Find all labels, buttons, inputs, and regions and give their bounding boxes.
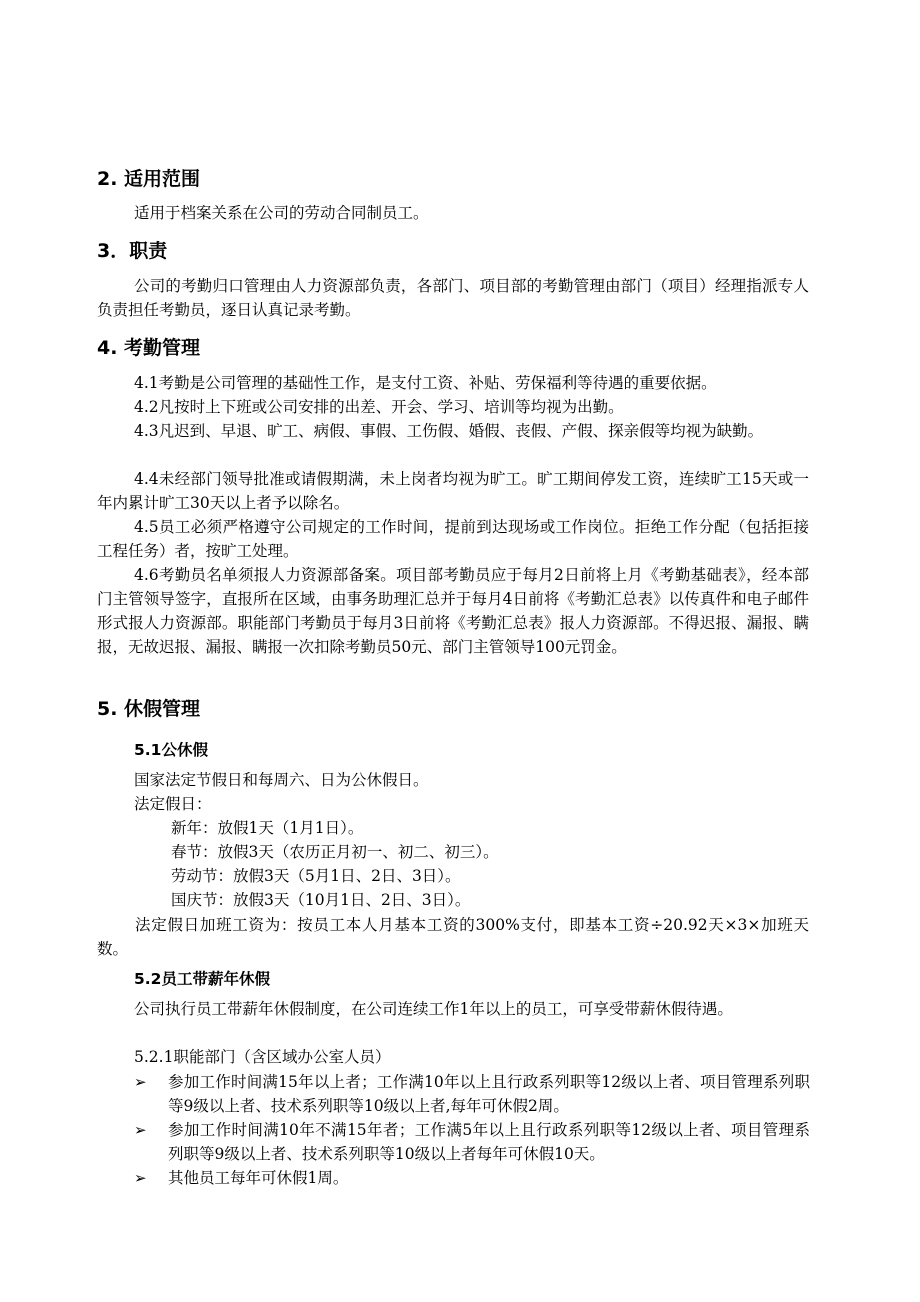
item-4-5: 4.5员工必须严格遵守公司规定的工作时间，提前到达现场或工作岗位。拒绝工作分配（包括拒接工程任务）者，按旷工处理。 bbox=[97, 518, 809, 560]
item-4-4: 4.4未经部门领导批准或请假期满，未上岗者均视为旷工。旷工期间停发工资，连续旷工15天或一年内累计旷工30天以上者予以除名。 bbox=[97, 470, 809, 512]
holiday-spring-festival: 春节：放假3天（农历正月初一、初二、初三）。 bbox=[171, 843, 499, 861]
section-4-heading: 4. 考勤管理 bbox=[97, 337, 201, 359]
section-2-heading: 2. 适用范围 bbox=[97, 168, 201, 190]
public-holiday-text: 国家法定节假日和每周六、日为公休假日。 bbox=[134, 771, 429, 789]
section-2-text: 适用于档案关系在公司的劳动合同制员工。 bbox=[134, 204, 429, 222]
statutory-holiday-label: 法定假日： bbox=[134, 795, 212, 813]
item-4-3: 4.3凡迟到、早退、旷工、病假、事假、工伤假、婚假、丧假、产假、探亲假等均视为缺勤。 bbox=[134, 422, 764, 440]
item-4-2: 4.2凡按时上下班或公司安排的出差、开会、学习、培训等均视为出勤。 bbox=[134, 398, 624, 416]
arrow-bullet-icon: ➢ bbox=[134, 1169, 147, 1187]
bullet-text: 参加工作时间满15年以上者；工作满10年以上且行政系列职等12级以上者、项目管理系列职等9级以上者、技术系列职等10级以上者,每年可休假2周。 bbox=[168, 1073, 810, 1115]
section-5-heading: 5. 休假管理 bbox=[97, 698, 201, 720]
arrow-bullet-icon: ➢ bbox=[134, 1073, 147, 1091]
bullet-text: 参加工作时间满10年不满15年者；工作满5年以上且行政系列职等12级以上者、项目管理系列职等9级以上者、技术系列职等10级以上者每年可休假10天。 bbox=[168, 1121, 810, 1163]
annual-leave-text: 公司执行员工带薪年休假制度，在公司连续工作1年以上的员工，可享受带薪休假待遇。 bbox=[134, 1000, 733, 1018]
bullet-text: 其他员工每年可休假1周。 bbox=[168, 1169, 349, 1187]
item-4-6: 4.6考勤员名单须报人力资源部备案。项目部考勤员应于每月2日前将上月《考勤基础表》，经本部门主管领导签字，直报所在区域，由事务助理汇总并于每月4日前将《考勤汇总表》以传真件和电子邮件形式报人力资源部。职能部门考勤员于每月3日前将《考勤汇总表》报人力资源部。不得迟报、漏报、瞒报，无故迟报、漏报、瞒报一次扣除考勤员50元、部门主管领导100元罚金。 bbox=[97, 566, 809, 656]
section-3-heading: 3．职责 bbox=[97, 240, 168, 262]
holiday-labor-day: 劳动节：放假3天（5月1日、2日、3日）。 bbox=[171, 867, 461, 885]
arrow-bullet-icon: ➢ bbox=[134, 1121, 147, 1139]
subsection-5-2-heading: 5.2员工带薪年休假 bbox=[134, 970, 270, 988]
subsection-5-1-heading: 5.1公休假 bbox=[134, 741, 208, 759]
section-3-text: 公司的考勤归口管理由人力资源部负责，各部门、项目部的考勤管理由部门（项目）经理指派专人负责担任考勤员，逐日认真记录考勤。 bbox=[97, 277, 809, 319]
holiday-national-day: 国庆节：放假3天（10月1日、2日、3日）。 bbox=[171, 891, 471, 909]
item-4-1: 4.1考勤是公司管理的基础性工作，是支付工资、补贴、劳保福利等待遇的重要依据。 bbox=[134, 374, 717, 392]
overtime-pay-text: 法定假日加班工资为：按员工本人月基本工资的300%支付，即基本工资÷20.92天×3×加班天数。 bbox=[97, 916, 809, 958]
holiday-new-year: 新年：放假1天（1月1日）。 bbox=[171, 819, 364, 837]
subsection-5-2-1-heading: 5.2.1职能部门（含区域办公室人员） bbox=[134, 1048, 391, 1066]
